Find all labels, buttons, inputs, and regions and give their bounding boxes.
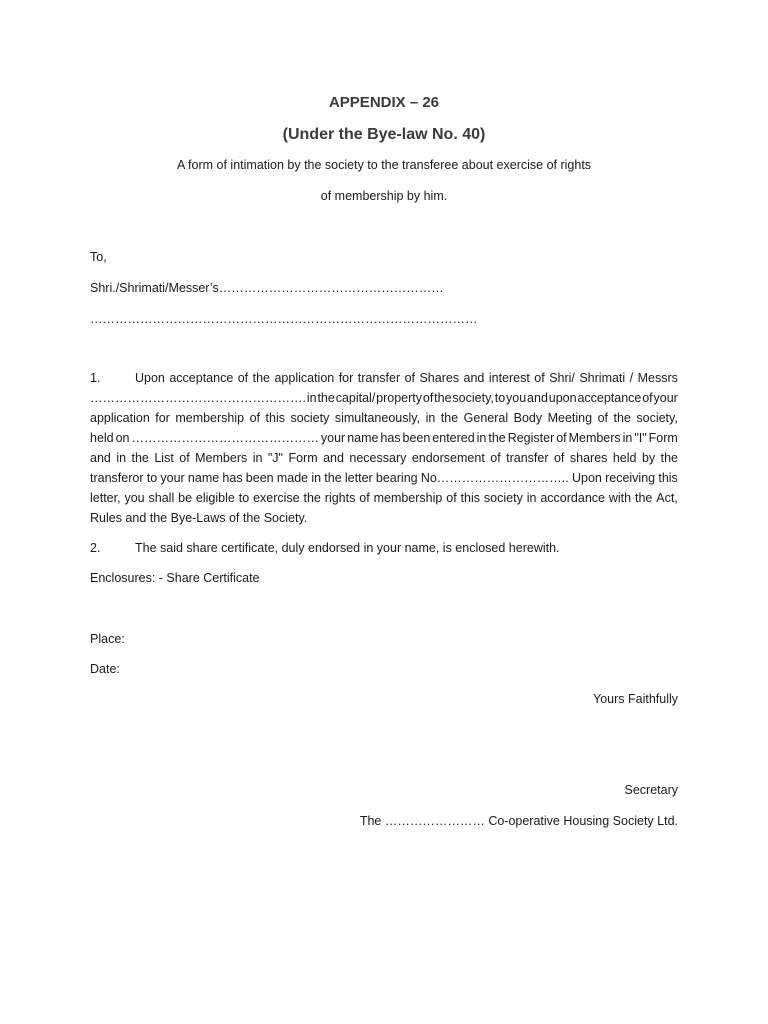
word: the <box>252 371 271 385</box>
word: by <box>641 451 656 465</box>
word: the <box>131 451 149 465</box>
word: Meeting <box>547 411 593 425</box>
paragraph-1-line <box>90 408 678 428</box>
word: been <box>245 471 274 485</box>
paragraph-1-number: 1. <box>90 371 101 385</box>
word: the <box>324 471 342 485</box>
word: transfer <box>506 451 549 465</box>
word: of <box>404 371 416 385</box>
word: of <box>553 451 565 465</box>
word: with <box>608 491 632 505</box>
word: of <box>597 411 609 425</box>
word: letter <box>344 471 373 485</box>
word: held <box>90 431 114 445</box>
word: the <box>434 391 452 405</box>
appendix-title: APPENDIX – 26 <box>328 94 440 111</box>
paragraph-1-line <box>90 368 678 388</box>
word: Act, <box>656 491 678 505</box>
word: has <box>380 431 401 445</box>
word: in <box>311 471 322 485</box>
word: of <box>237 371 249 385</box>
paragraph-1-line <box>90 488 678 508</box>
word: has <box>222 471 243 485</box>
word: to <box>494 391 506 405</box>
word: Register <box>507 431 555 445</box>
word: of <box>359 491 370 505</box>
paragraph-1-line <box>90 448 678 468</box>
word: society <box>290 411 330 425</box>
word: of <box>179 451 190 465</box>
word: application <box>274 371 335 385</box>
word: for <box>155 411 170 425</box>
word: this <box>658 471 678 485</box>
word: General <box>463 411 509 425</box>
word: Upon <box>571 471 602 485</box>
word: your <box>160 471 185 485</box>
word: and <box>90 451 111 465</box>
word: of <box>422 391 434 405</box>
word: to <box>146 471 158 485</box>
word: in <box>252 451 263 465</box>
society-name-line: The …………………… Co-operative Housing Society Ltd. <box>359 814 678 828</box>
paragraph-1-line: Rules and the Bye-Laws of the Society. <box>90 511 308 525</box>
paragraph-1-line <box>90 428 678 448</box>
word: of <box>642 391 653 405</box>
word: in <box>622 431 633 445</box>
word: in <box>306 391 317 405</box>
word: Shares <box>419 371 460 385</box>
word: letter, <box>90 491 121 505</box>
word: acceptance <box>169 371 234 385</box>
word: for <box>338 371 354 385</box>
word: exercise <box>253 491 300 505</box>
word: / <box>629 371 634 385</box>
word: made <box>276 471 309 485</box>
word: you <box>506 391 527 405</box>
word: held <box>612 451 637 465</box>
word: Shri/ <box>549 371 575 385</box>
word: and <box>463 371 485 385</box>
place-label: Place: <box>90 632 125 646</box>
word: the <box>660 451 678 465</box>
word: of <box>556 431 567 445</box>
paragraph-2-number: 2. <box>90 541 101 555</box>
word: Shrimati <box>579 371 626 385</box>
word: you <box>124 491 145 505</box>
word: name <box>187 471 220 485</box>
word: the <box>613 411 631 425</box>
word: on <box>115 431 130 445</box>
word: endorsement <box>411 451 485 465</box>
word: No………………………….. <box>420 471 569 485</box>
paragraph-1-text-line <box>135 368 678 388</box>
word: of <box>446 491 457 505</box>
word: the <box>488 431 506 445</box>
word: accordance <box>540 491 605 505</box>
word: Upon <box>135 371 165 385</box>
word: Form <box>648 431 678 445</box>
word: simultaneously, <box>334 411 421 425</box>
word: List <box>154 451 174 465</box>
word: entered <box>432 431 475 445</box>
word: of <box>249 411 261 425</box>
paragraph-1-line <box>90 468 678 488</box>
word: your <box>653 391 678 405</box>
paragraph-1 <box>90 368 678 528</box>
word: upon <box>548 391 577 405</box>
word: eligible <box>195 491 235 505</box>
word: your <box>320 431 346 445</box>
word: society, <box>452 391 494 405</box>
date-label: Date: <box>90 662 120 676</box>
paragraph-2-text: The said share certificate, duly endorsed in your name, is enclosed herewith. <box>135 541 560 555</box>
word: the <box>634 491 653 505</box>
word: in <box>116 451 127 465</box>
word: this <box>460 491 481 505</box>
word: and <box>527 391 548 405</box>
word: to <box>238 491 250 505</box>
enclosures-line: Enclosures: - Share Certificate <box>90 571 260 585</box>
word: property <box>376 391 423 405</box>
word: "J" <box>267 451 283 465</box>
word: society, <box>636 411 678 425</box>
word: Form <box>288 451 318 465</box>
word: receiving <box>605 471 656 485</box>
word: acceptance <box>577 391 642 405</box>
word: Body <box>513 411 543 425</box>
word: Members <box>195 451 248 465</box>
word: in <box>476 431 487 445</box>
word: the <box>317 391 335 405</box>
addressee-dots-line: ………………………………………………………………………………… <box>90 312 478 326</box>
word: shall <box>148 491 175 505</box>
word: membership <box>175 411 245 425</box>
word: Messrs <box>637 371 678 385</box>
word: ……………………………………………. <box>90 391 306 405</box>
paragraph-2 <box>90 538 560 558</box>
word: interest <box>488 371 530 385</box>
addressee-name-line: Shri./Shrimati/Messer’s……………………………………………… <box>90 281 444 295</box>
word: rights <box>324 491 356 505</box>
word: Members <box>568 431 621 445</box>
paragraph-1-line <box>90 388 678 408</box>
word: shares <box>569 451 608 465</box>
closing-yours-faithfully: Yours Faithfully <box>593 692 678 706</box>
intro-line-1: A form of intimation by the society to the transferee about exercise of rights <box>176 158 592 172</box>
word: bearing <box>375 471 418 485</box>
word: name <box>347 431 379 445</box>
word: capital/ <box>335 391 376 405</box>
word: membership <box>373 491 443 505</box>
word: society <box>483 491 523 505</box>
word: and <box>323 451 344 465</box>
word: the <box>303 491 321 505</box>
word: necessary <box>349 451 407 465</box>
word: this <box>265 411 285 425</box>
appendix-subtitle: (Under the Bye-law No. 40) <box>282 126 486 143</box>
word: ……………………………………… <box>131 431 319 445</box>
word: application <box>90 411 150 425</box>
word: transfer <box>357 371 401 385</box>
word: transferor <box>90 471 144 485</box>
word: in <box>425 411 436 425</box>
word: be <box>178 491 193 505</box>
word: "I" <box>634 431 647 445</box>
word: of <box>490 451 501 465</box>
word: been <box>402 431 431 445</box>
salutation-to: To, <box>90 250 107 264</box>
signatory-secretary: Secretary <box>624 783 678 797</box>
intro-line-2: of membership by him. <box>320 189 448 203</box>
word: in <box>526 491 537 505</box>
word: the <box>440 411 459 425</box>
word: of <box>534 371 545 385</box>
